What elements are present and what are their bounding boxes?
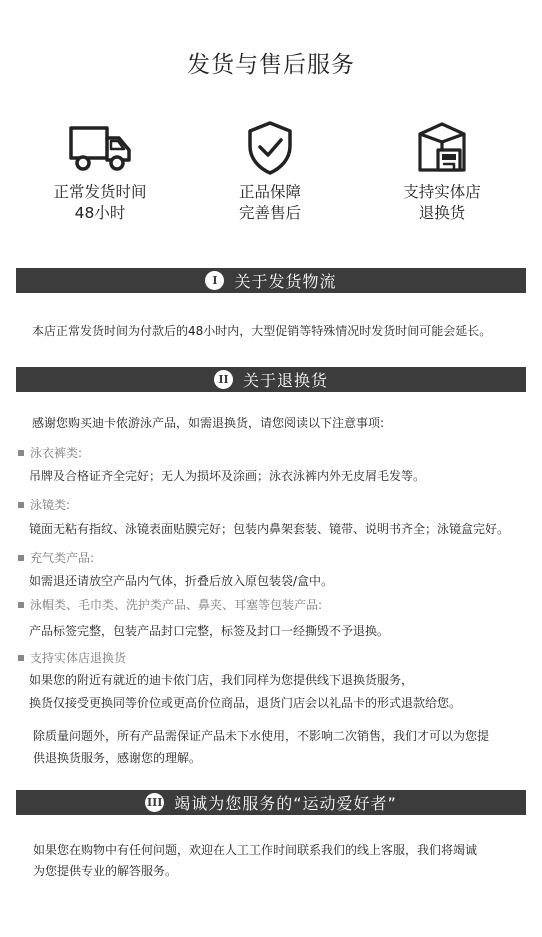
bullet-square-icon [18,502,24,508]
shipping-text: 本店正常发货时间为付款后的48小时内，大型促销等特殊情况时发货时间可能会延长。 [32,324,492,338]
category-label: 泳镜类: [30,498,71,512]
category-goggles [18,496,70,513]
section-title: 关于发货物流 [234,272,337,291]
category-text: 镜面无粘有指纹、泳镜表面贴膜完好；包装内鼻架套装、镜带、说明书齐全；泳镜盒完好。 [29,522,510,536]
store-box-icon [362,118,522,178]
category-label: 充气类产品: [30,551,95,565]
feature-store-return-line2: 退换货 [418,204,466,222]
section-service-header [16,790,526,815]
category-packaged [18,596,322,613]
page-title: 发货与售后服务 [187,52,355,78]
section-shipping-header [16,268,526,293]
category-swimwear [18,444,82,461]
service-text-line1: 如果您在购物中有任何问题，欢迎在人工工作时间联系我们的线上客服，我们将竭诚 [33,843,478,857]
returns-intro: 感谢您购买迪卡侬游泳产品，如需退换货，请您阅读以下注意事项: [32,416,385,430]
bullet-square-icon [18,602,24,608]
feature-shipping-line1: 正常发货时间 [53,183,147,201]
bullet-square-icon [18,555,24,561]
truck-icon [20,118,180,178]
category-text: 如需退还请放空产品内气体，折叠后放入原包装袋/盒中。 [29,574,334,588]
section-returns-header [16,367,526,392]
returns-note-line1: 除质量问题外，所有产品需保证产品未下水使用，不影响二次销售，我们才可以为您提 [33,729,490,743]
category-text: 产品标签完整，包装产品封口完整，标签及封口一经撕毁不予退换。 [29,624,390,638]
bullet-square-icon [18,655,24,661]
service-text-line2: 为您提供专业的解答服务。 [33,864,178,878]
feature-shipping-line2: 48小时 [74,204,126,222]
category-store [18,649,126,666]
feature-authentic-line2: 完善售后 [238,204,301,222]
feature-store-return [362,118,522,224]
bullet-square-icon [18,450,24,456]
section-title: 关于退换货 [242,371,328,390]
category-text: 吊牌及合格证齐全完好；无人为损坏及涂画；泳衣泳裤内外无皮屑毛发等。 [29,469,426,483]
category-text-line1: 如果您的附近有就近的迪卡侬门店，我们同样为您提供线下退换货服务， [29,673,414,687]
shield-check-icon [190,118,350,178]
category-text-line2: 换货仅接受更换同等价位或更高价位商品，退货门店会以礼品卡的形式退款给您。 [29,696,462,710]
returns-note-line2: 供退换货服务，感谢您的理解。 [33,751,202,765]
feature-store-return-line1: 支持实体店 [403,183,481,201]
category-label: 泳帽类、毛巾类、洗护类产品、鼻夹、耳塞等包装产品: [30,598,323,612]
feature-authentic-line1: 正品保障 [238,183,301,201]
feature-shipping [20,118,180,224]
category-inflatable [18,549,94,566]
section-number-badge: III [145,793,164,812]
section-number-badge: II [214,370,233,389]
category-label: 支持实体店退换货 [30,651,127,665]
section-title: 竭诚为您服务的“运动爱好者” [174,794,397,813]
section-number-badge: I [205,271,224,290]
feature-authentic [190,118,350,224]
category-label: 泳衣裤类: [30,446,83,460]
